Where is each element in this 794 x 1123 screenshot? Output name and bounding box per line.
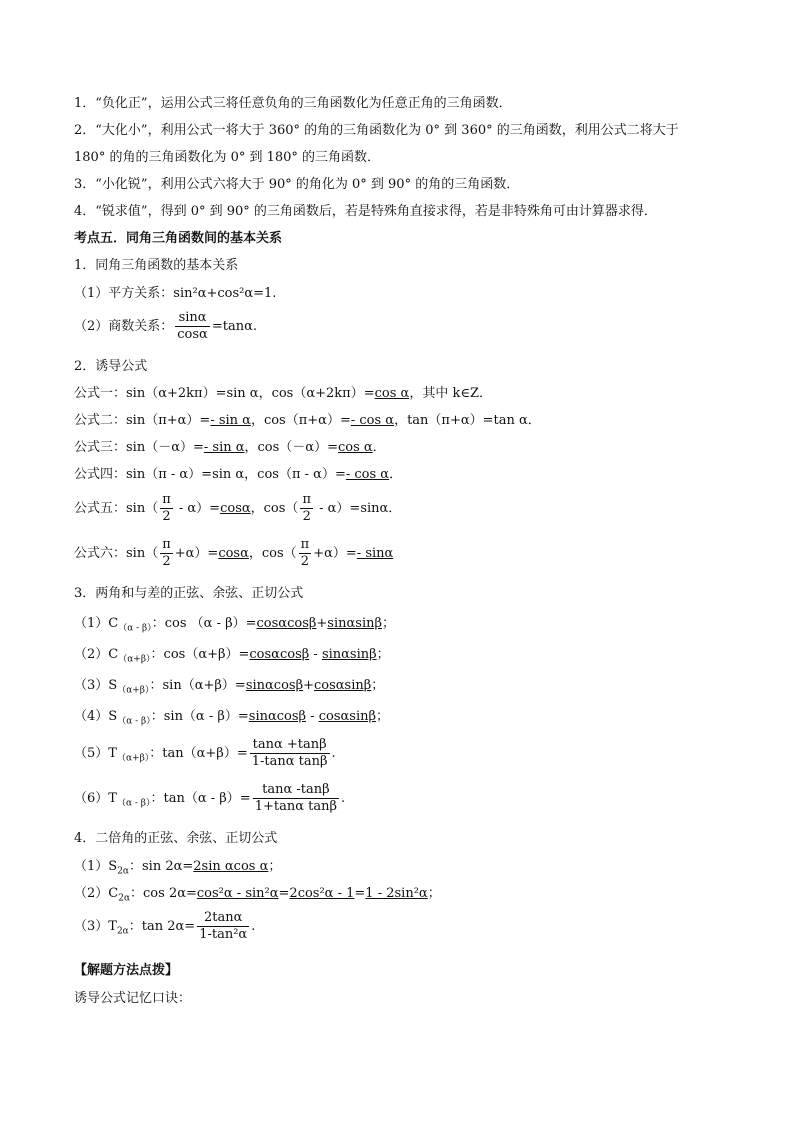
intro-line-3: 180° 的角的三角函数化为 0° 到 180° 的三角函数． <box>74 150 381 165</box>
c2-sub: （α+β） <box>118 654 151 665</box>
fraction-denominator: 1-tan²α <box>199 927 248 942</box>
c6-b: ：tan（α - β）= <box>150 791 251 806</box>
s1-l1-prefix: （1）平方关系： <box>74 286 174 301</box>
f4-answer: - cos α <box>345 467 390 482</box>
method-title: 【解题方法点拨】 <box>74 963 179 978</box>
c1-b: ：cos （α - β）= <box>151 616 257 631</box>
fraction <box>300 492 313 525</box>
f2-a: 公式二：sin（π+α）= <box>74 413 211 428</box>
fraction <box>160 492 173 525</box>
intro-line-1: 1．“负化正”，运用公式三将任意负角的三角函数化为任意正角的三角函数． <box>74 96 512 111</box>
s3-title: 3．两角和与差的正弦、余弦、正切公式 <box>74 586 304 601</box>
d2-b: ：cos 2α= <box>130 886 197 901</box>
c3-a: （3）S <box>74 678 118 693</box>
c2-answer-2: sinαsinβ <box>321 647 377 662</box>
f4-b: ． <box>389 467 403 482</box>
c3-end: ； <box>371 678 385 693</box>
c5-end: . <box>331 746 336 761</box>
f5-b: - α）= <box>174 501 221 516</box>
s4-formula-3 <box>74 910 255 943</box>
formula-6 <box>74 537 393 570</box>
s1-l1-expr: sin²α+cos²α=1. <box>173 286 277 301</box>
s3-formula-2 <box>74 646 390 669</box>
intro-line-5: 4．“锐求值”，得到 0° 到 90° 的三角函数后，若是特殊角直接求得，若是非特殊角可由计算器求得． <box>74 204 657 219</box>
fraction <box>197 910 249 943</box>
c3-answer-1: sinαcosβ <box>245 678 304 693</box>
s4-formula-1 <box>74 858 281 881</box>
fraction-numerator: sinα <box>175 310 210 327</box>
fraction-numerator: π <box>300 537 310 552</box>
fraction <box>250 737 330 770</box>
c5-sub: （α+β） <box>116 753 150 764</box>
f1-b: ，其中 k∈Z． <box>409 386 492 401</box>
s1-l2-tail: =tanα. <box>211 319 257 334</box>
d2-end: ； <box>427 886 441 901</box>
d3-b: ：tan 2α= <box>128 919 196 934</box>
formula-5 <box>74 492 401 525</box>
s1-quotient-relation <box>74 310 257 343</box>
d3-sub: 2α <box>116 926 129 937</box>
formula-3 <box>74 439 386 457</box>
s1-l2-prefix: （2）商数关系： <box>74 319 174 334</box>
c6-sub: （α - β） <box>116 798 151 809</box>
fraction <box>253 782 339 815</box>
fraction-denominator: 2 <box>302 509 311 524</box>
f3-c: ． <box>372 440 386 455</box>
d1-a: （1）S <box>74 859 118 874</box>
fraction <box>299 537 312 570</box>
fraction-numerator: π <box>162 492 171 507</box>
c4-op: - <box>306 709 319 724</box>
c5-b: ：tan（α+β）= <box>149 746 248 761</box>
c4-answer-1: sinαcosβ <box>248 709 307 724</box>
d2-eq-1: = <box>278 886 290 901</box>
intro-line-4: 3．“小化锐”，利用公式六将大于 90° 的角化为 0° 到 90° 的角的三角函数． <box>74 177 520 192</box>
f3-a: 公式三：sin（－α）= <box>74 440 204 455</box>
formula-4 <box>74 466 402 484</box>
c2-answer-1: cosαcosβ <box>249 647 310 662</box>
d2-answer-3: 1 - 2sin²α <box>365 886 428 901</box>
s3-formula-6 <box>74 782 345 815</box>
d1-b: ：sin 2α= <box>129 859 194 874</box>
c4-end: ； <box>376 709 390 724</box>
c4-a: （4）S <box>74 709 118 724</box>
d2-a: （2）C <box>74 886 119 901</box>
f5-d: - α）=sinα． <box>314 501 402 516</box>
f5-c: ，cos（ <box>250 501 299 516</box>
f6-b: +α）= <box>174 546 219 561</box>
c3-sub: （α+β） <box>117 685 150 696</box>
fraction-numerator: π <box>162 537 171 552</box>
c2-a: （2）C <box>74 647 119 662</box>
s1-square-relation <box>74 285 276 303</box>
fraction-denominator: 2 <box>162 509 171 524</box>
f2-b: ，cos（π+α）= <box>250 413 351 428</box>
d3-end: . <box>251 919 256 934</box>
section-title: 考点五．同角三角函数间的基本关系 <box>74 231 283 246</box>
f3-b: ，cos（－α）= <box>244 440 338 455</box>
f2-answer-1: - sin α <box>210 413 251 428</box>
intro-line-2: 2．“大化小”，利用公式一将大于 360° 的角的三角函数化为 0° 到 360° 的三角函数，利用公式二将大于 <box>74 123 679 138</box>
f6-a: 公式六：sin（ <box>74 546 159 561</box>
s2-title: 2．诱导公式 <box>74 359 148 374</box>
d2-sub: 2α <box>118 893 131 904</box>
c4-answer-2: cosαsinβ <box>318 709 377 724</box>
fraction-numerator: tanα -tanβ <box>253 782 339 799</box>
f2-answer-2: - cos α <box>350 413 395 428</box>
c1-sub: （α - β） <box>118 623 152 634</box>
fraction-numerator: 2tanα <box>197 910 249 927</box>
s4-title: 4．二倍角的正弦、余弦、正切公式 <box>74 831 278 846</box>
c4-sub: （α - β） <box>117 716 151 727</box>
fraction-denominator: 1+tanα tanβ <box>254 799 337 814</box>
d2-eq-2: = <box>354 886 366 901</box>
fraction <box>175 310 210 343</box>
c3-op: + <box>303 678 314 693</box>
formula-2 <box>74 412 541 430</box>
fraction-denominator: 1-tanα tanβ <box>251 754 328 769</box>
c1-a: （1）C <box>74 616 119 631</box>
f1-a: 公式一：sin（α+2kπ）=sin α，cos（α+2kπ）= <box>74 386 375 401</box>
c2-b: ：cos（α+β）= <box>150 647 250 662</box>
formula-1 <box>74 385 492 403</box>
f4-a: 公式四：sin（π - α）=sin α，cos（π - α）= <box>74 467 346 482</box>
c3-answer-2: cosαsinβ <box>314 678 372 693</box>
c1-answer-1: cosαcosβ <box>256 616 317 631</box>
f1-answer: cos α <box>374 386 410 401</box>
c2-op: - <box>309 647 322 662</box>
fraction-denominator: 2 <box>300 554 310 569</box>
fraction-numerator: tanα +tanβ <box>250 737 330 754</box>
s3-formula-4 <box>74 708 389 731</box>
fraction <box>160 537 173 570</box>
c3-b: ：sin（α+β）= <box>149 678 246 693</box>
c6-end: . <box>341 791 346 806</box>
fraction-denominator: 2 <box>162 554 171 569</box>
f5-answer: cosα <box>220 501 251 516</box>
f6-answer-1: cosα <box>218 546 249 561</box>
c1-answer-2: sinαsinβ <box>327 616 382 631</box>
c4-b: ：sin（α - β）= <box>150 709 249 724</box>
c2-end: ； <box>376 647 390 662</box>
s3-formula-1 <box>74 615 395 638</box>
mnemonic-label: 诱导公式记忆口诀： <box>74 991 192 1006</box>
d1-answer: 2sin αcos α <box>193 859 269 874</box>
d3-a: （3）T <box>74 919 117 934</box>
d1-sub: 2α <box>117 866 129 877</box>
s3-formula-3 <box>74 677 384 700</box>
fraction-numerator: π <box>302 492 311 507</box>
f3-answer-2: cos α <box>337 440 373 455</box>
s4-formula-2 <box>74 885 441 908</box>
f6-answer-2: - sinα <box>356 546 394 561</box>
c1-op: + <box>316 616 328 631</box>
d2-answer-2: 2cos²α - 1 <box>289 886 355 901</box>
fraction-denominator: cosα <box>177 327 208 342</box>
c6-a: （6）T <box>74 791 117 806</box>
s1-title: 1．同角三角函数的基本关系 <box>74 258 239 273</box>
c1-end: ； <box>382 616 396 631</box>
d2-answer-1: cos²α - sin²α <box>196 886 279 901</box>
c5-a: （5）T <box>74 746 117 761</box>
f3-answer-1: - sin α <box>203 440 245 455</box>
f2-c: ，tan（π+α）=tan α． <box>394 413 541 428</box>
d1-end: ； <box>268 859 282 874</box>
s3-formula-5 <box>74 737 336 770</box>
f6-c: ，cos（ <box>248 546 297 561</box>
f5-a: 公式五：sin（ <box>74 501 159 516</box>
f6-d: +α）= <box>313 546 357 561</box>
